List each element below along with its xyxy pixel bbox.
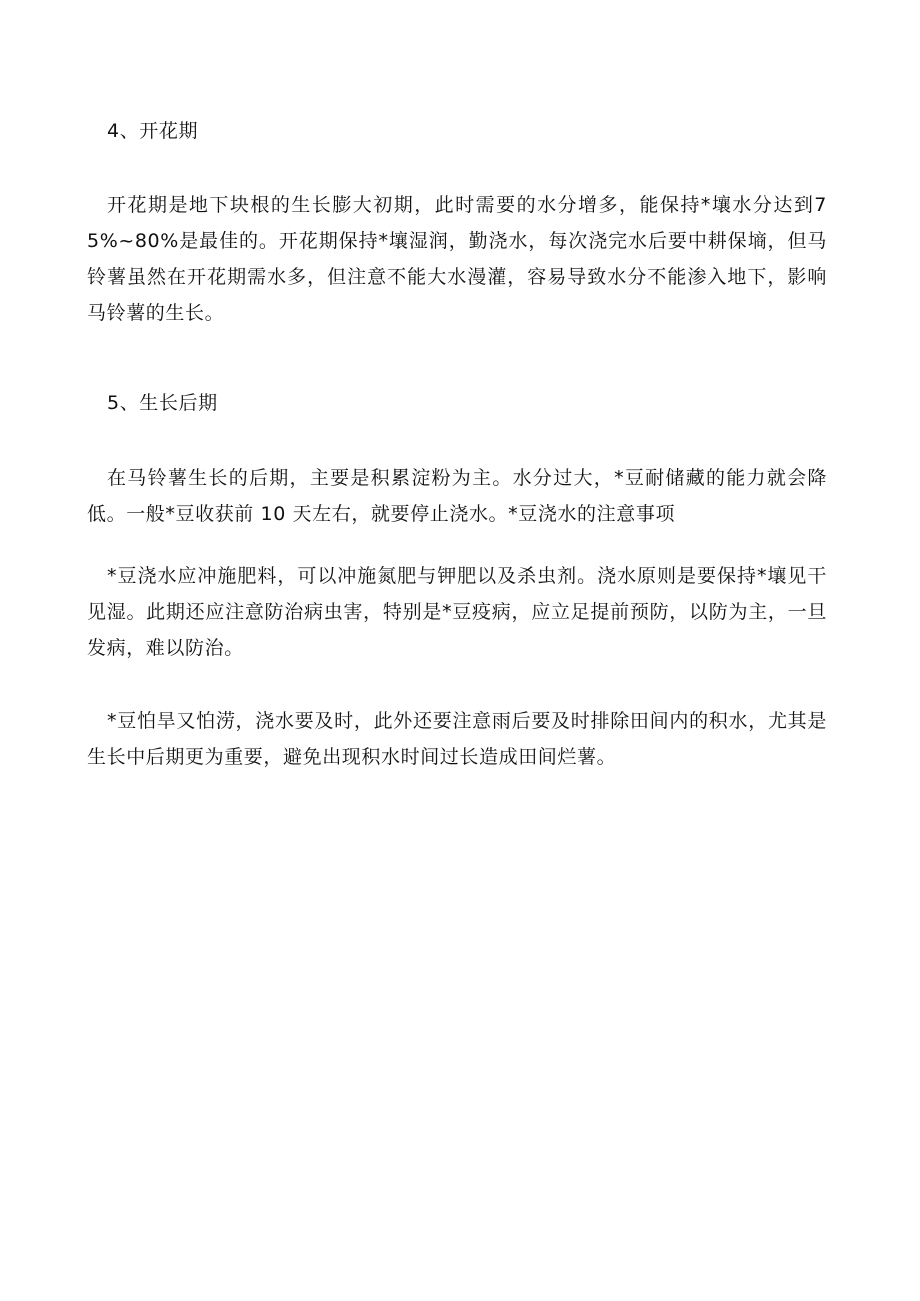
section-4-paragraph: 开花期是地下块根的生长膨大初期，此时需要的水分增多，能保持*壤水分达到75%~80%是最佳的。开花期保持*壤湿润，勤浇水，每次浇完水后要中耕保墒，但马铃薯虽然在开花期需水多，但注意不能大水漫灌，容易导致水分不能渗入地下，影响马铃薯的生长。 [87, 194, 827, 324]
section-5-paragraph-2: *豆浇水应冲施肥料，可以冲施氮肥与钾肥以及杀虫剂。浇水原则是要保持*壤见干见湿。此期还应注意防治病虫害，特别是*豆疫病，应立足提前预防，以防为主，一旦发病，难以防治。 [87, 565, 827, 659]
section-5-paragraph-3: *豆怕旱又怕涝，浇水要及时，此外还要注意雨后要及时排除田间内的积水，尤其是生长中后期更为重要，避免出现积水时间过长造成田间烂薯。 [87, 710, 827, 768]
section-4-heading: 4、开花期 [107, 120, 199, 142]
section-5-heading: 5、生长后期 [107, 392, 218, 414]
section-5-paragraph-1: 在马铃薯生长的后期，主要是积累淀粉为主。水分过大，*豆耐储藏的能力就会降低。一般*豆收获前 10 天左右，就要停止浇水。*豆浇水的注意事项 [87, 467, 827, 525]
